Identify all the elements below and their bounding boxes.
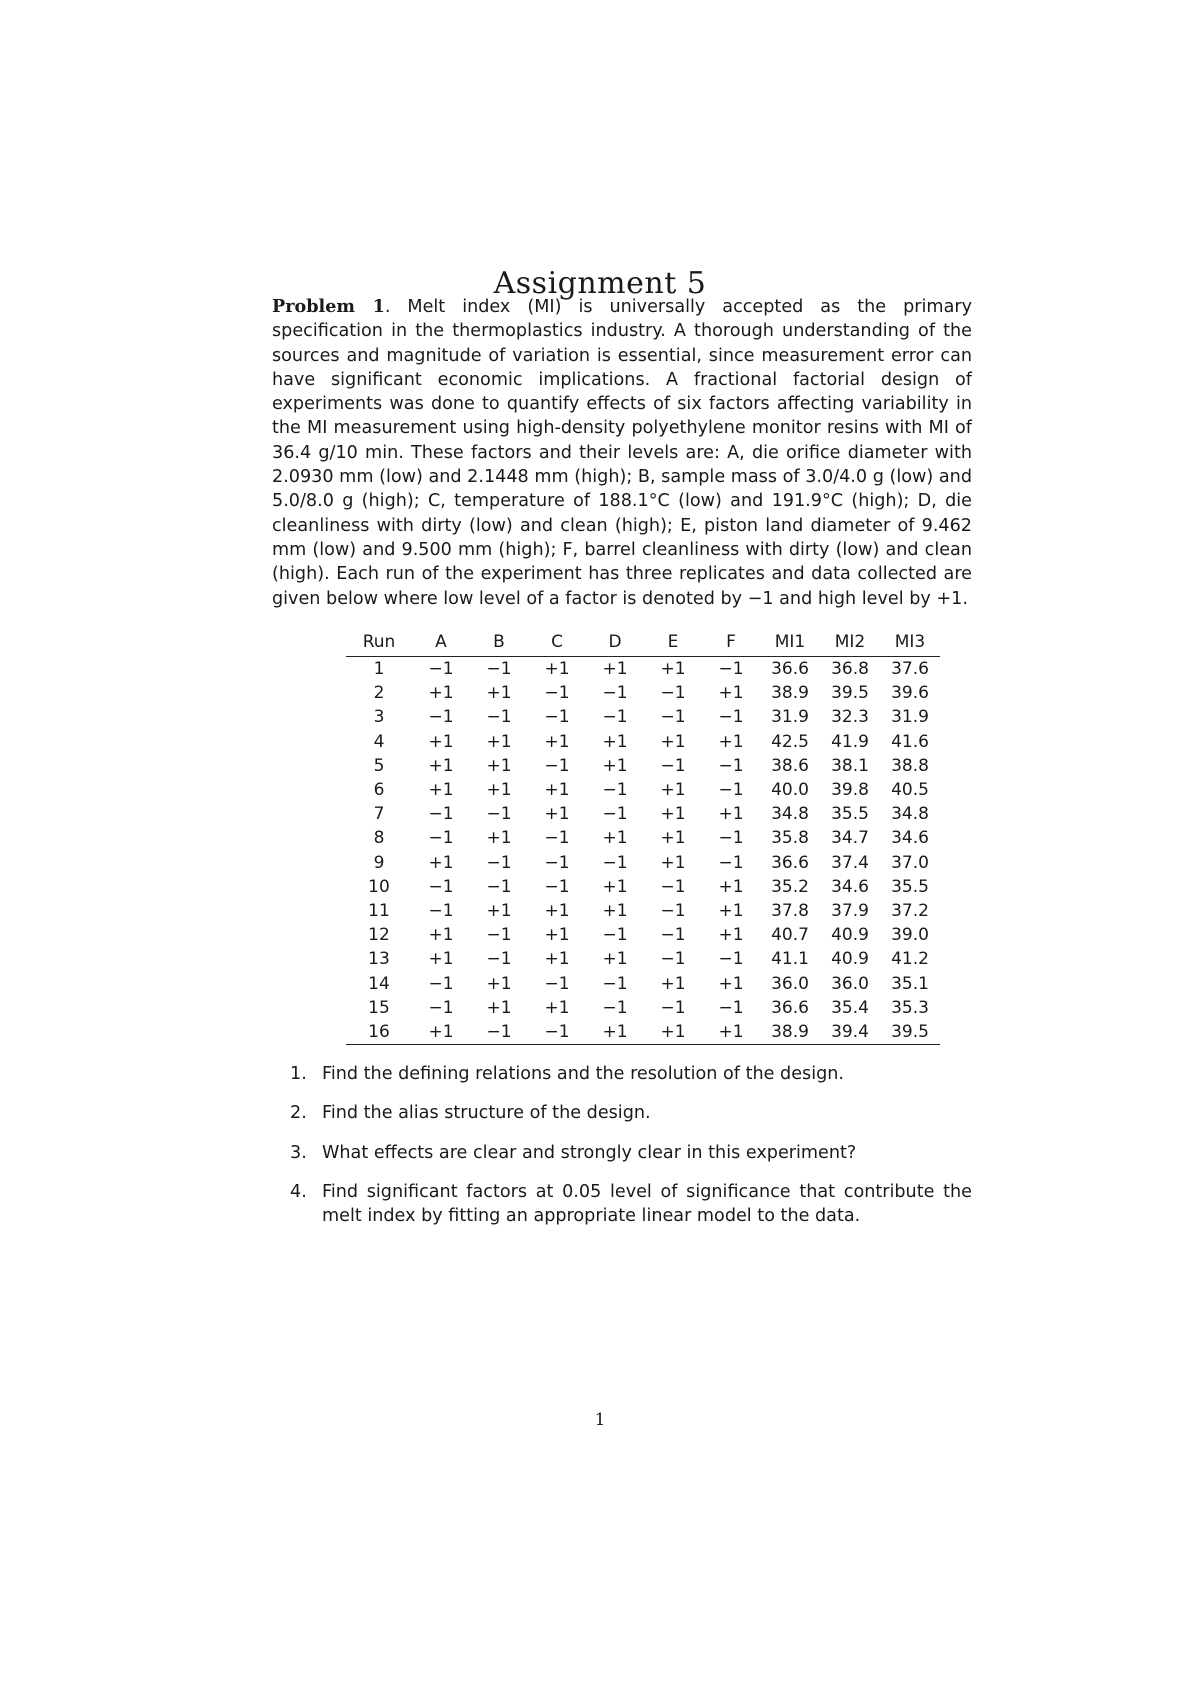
table-cell: −1 (544, 852, 570, 873)
table-cell: 38.6 (771, 755, 809, 776)
table-cell: +1 (718, 925, 744, 946)
table-cell: −1 (718, 997, 744, 1018)
table-cell: −1 (544, 973, 570, 994)
table-cell: +1 (602, 900, 628, 921)
table-cell: +1 (586, 1020, 644, 1045)
question-item (290, 1141, 972, 1165)
table-cell: +1 (718, 900, 744, 921)
table-row (346, 802, 940, 826)
table-cell: −1 (602, 683, 628, 704)
table-cell: 8 (373, 828, 385, 849)
table-cell: −1 (544, 876, 570, 897)
question-text: Find significant factors at 0.05 level of significance that contribute the melt index by fitting an appropriate linear model to the data. (322, 1181, 972, 1227)
table-cell: −1 (602, 804, 628, 825)
header-mi3: MI3 (880, 628, 940, 657)
table-cell: 42.5 (771, 731, 809, 752)
table-cell: +1 (428, 755, 454, 776)
question-text: Find the alias structure of the design. (322, 1103, 651, 1124)
table-cell: 35.5 (831, 804, 869, 825)
table-cell: 38.9 (771, 683, 809, 704)
header-f: F (702, 628, 760, 657)
table-cell: +1 (644, 1020, 702, 1045)
table-row (346, 826, 940, 850)
table-cell: 14 (368, 973, 390, 994)
table-cell: 34.8 (891, 804, 929, 825)
table-cell: 38.8 (891, 755, 929, 776)
table-cell: 6 (373, 780, 385, 801)
table-cell: −1 (660, 876, 686, 897)
table-cell: 37.0 (891, 852, 929, 873)
table-cell: +1 (602, 876, 628, 897)
question-number: 3. (290, 1142, 307, 1163)
table-cell: −1 (602, 707, 628, 728)
table-cell: +1 (702, 1020, 760, 1045)
table-cell: +1 (544, 900, 570, 921)
table-cell: +1 (486, 828, 512, 849)
table-cell: +1 (428, 852, 454, 873)
table-cell: −1 (428, 900, 454, 921)
table-cell: 35.2 (771, 876, 809, 897)
table-cell: +1 (544, 804, 570, 825)
question-item (290, 1101, 972, 1125)
table-cell: 9 (373, 852, 385, 873)
table-cell: 35.4 (831, 997, 869, 1018)
table-cell: 38.1 (831, 755, 869, 776)
table-cell: 34.6 (831, 876, 869, 897)
table-cell: −1 (718, 659, 744, 680)
table-cell: 39.5 (831, 683, 869, 704)
table-cell: −1 (486, 804, 512, 825)
table-cell: 39.8 (831, 780, 869, 801)
header-c: C (528, 628, 586, 657)
table-cell: 40.9 (831, 925, 869, 946)
table-cell: −1 (470, 1020, 528, 1045)
table-cell: +1 (544, 949, 570, 970)
table-cell: 31.9 (771, 707, 809, 728)
table-cell: −1 (602, 852, 628, 873)
table-cell: 37.4 (831, 852, 869, 873)
table-cell: −1 (428, 707, 454, 728)
table-cell: 36.0 (771, 973, 809, 994)
table-cell: −1 (486, 659, 512, 680)
table-cell: −1 (528, 1020, 586, 1045)
table-cell: +1 (602, 828, 628, 849)
table-row (346, 681, 940, 705)
problem-label: Problem 1 (272, 296, 385, 317)
table-cell: 41.1 (771, 949, 809, 970)
header-e: E (644, 628, 702, 657)
table-cell: 2 (373, 683, 385, 704)
table-cell: 41.9 (831, 731, 869, 752)
table-cell: −1 (602, 997, 628, 1018)
table-cell: +1 (428, 731, 454, 752)
table-cell: −1 (486, 852, 512, 873)
question-number: 2. (290, 1103, 307, 1124)
table-cell: +1 (718, 731, 744, 752)
table-cell: 37.2 (891, 900, 929, 921)
table-cell: 31.9 (891, 707, 929, 728)
table-cell: +1 (486, 997, 512, 1018)
table-row (346, 875, 940, 899)
table-row (346, 996, 940, 1020)
table-cell: 37.8 (771, 900, 809, 921)
table-cell: 16 (346, 1020, 412, 1045)
table-row (346, 657, 940, 682)
table-cell: 3 (373, 707, 385, 728)
table-cell: +1 (660, 852, 686, 873)
header-run: Run (346, 628, 412, 657)
table-cell: 15 (368, 997, 390, 1018)
question-item (290, 1062, 972, 1086)
table-cell: 41.6 (891, 731, 929, 752)
table-cell: −1 (544, 707, 570, 728)
table-cell: −1 (602, 780, 628, 801)
table-cell: 36.6 (771, 997, 809, 1018)
table-row (346, 947, 940, 971)
table-cell: 4 (373, 731, 385, 752)
table-cell: 36.6 (771, 852, 809, 873)
table-cell: −1 (486, 949, 512, 970)
table-cell: 40.5 (891, 780, 929, 801)
header-d: D (586, 628, 644, 657)
problem-text: . Melt index (MI) is universally accepted as the primary specification in the thermoplastics industry. A thorough understanding of the sources and magnitude of variation is essential, since measurement error can have significant economic implications. A fractional factorial design of experiments was done to quantify effects of six factors affecting variability in the MI measurement using high-density polyethylene monitor resins with MI of 36.4 g/10 min. These factors and their levels are: A, die orifice diameter with 2.0930 mm (low) and 2.1448 mm (high); B, sample mass of 3.0/4.0 g (low) and 5.0/8.0 g (high); C, temperature of 188.1°C (low) and 191.9°C (high); D, die cleanliness with dirty (low) and clean (high); E, piston land diameter of 9.462 mm (low) and 9.500 mm (high); F, barrel cleanliness with dirty (low) and clean (high). Each run of the experiment has three replicates and data collected are given below where low level of a factor is denoted by −1 and high level by +1. (272, 297, 972, 609)
table-cell: 36.0 (831, 973, 869, 994)
table-cell: −1 (718, 949, 744, 970)
table-cell: 39.5 (880, 1020, 940, 1045)
table-cell: +1 (486, 780, 512, 801)
table-cell: 13 (368, 949, 390, 970)
table-cell: −1 (428, 876, 454, 897)
page-number: 1 (594, 1410, 606, 1430)
table-row (346, 705, 940, 729)
table-cell: +1 (486, 973, 512, 994)
table-cell: +1 (544, 659, 570, 680)
table-cell: 36.8 (831, 659, 869, 680)
table-cell: 32.3 (831, 707, 869, 728)
table-cell: 40.9 (831, 949, 869, 970)
table-cell: −1 (660, 707, 686, 728)
table-cell: +1 (544, 997, 570, 1018)
header-mi2: MI2 (820, 628, 880, 657)
table-cell: 12 (368, 925, 390, 946)
table-cell: 36.6 (771, 659, 809, 680)
table-cell: +1 (718, 804, 744, 825)
table-cell: −1 (718, 852, 744, 873)
table-cell: +1 (486, 731, 512, 752)
table-cell: −1 (660, 900, 686, 921)
table-row (346, 923, 940, 947)
table-cell: +1 (660, 973, 686, 994)
table-cell: +1 (660, 780, 686, 801)
table-cell: −1 (718, 707, 744, 728)
table-row (346, 754, 940, 778)
table-cell: 41.2 (891, 949, 929, 970)
table-cell: 39.4 (820, 1020, 880, 1045)
table-cell: +1 (544, 925, 570, 946)
table-cell: 38.9 (760, 1020, 820, 1045)
table-cell: 35.5 (891, 876, 929, 897)
table-row (346, 899, 940, 923)
experiment-data-table (346, 628, 940, 1045)
table-cell: −1 (544, 683, 570, 704)
table-cell: −1 (486, 876, 512, 897)
table-cell: +1 (428, 683, 454, 704)
table-cell: +1 (660, 659, 686, 680)
table-header-row (346, 628, 940, 657)
table-row (346, 971, 940, 995)
table-cell: +1 (412, 1020, 470, 1045)
table-cell: 1 (373, 659, 385, 680)
table-cell: 5 (373, 755, 385, 776)
table-cell: 34.7 (831, 828, 869, 849)
question-text: Find the defining relations and the resolution of the design. (322, 1064, 844, 1084)
table-cell: +1 (428, 949, 454, 970)
table-cell: 40.7 (771, 925, 809, 946)
table-cell: 39.0 (891, 925, 929, 946)
table-cell: −1 (660, 755, 686, 776)
header-b: B (470, 628, 528, 657)
table-cell: −1 (602, 925, 628, 946)
table-cell: −1 (428, 804, 454, 825)
table-cell: 34.8 (771, 804, 809, 825)
table-cell: 11 (368, 900, 390, 921)
table-cell: −1 (602, 973, 628, 994)
table-cell: −1 (718, 828, 744, 849)
table-row (346, 851, 940, 875)
table-cell: +1 (660, 828, 686, 849)
table-cell: −1 (660, 683, 686, 704)
table-cell: 34.6 (891, 828, 929, 849)
table-cell: 37.9 (831, 900, 869, 921)
table-body (346, 657, 940, 1045)
table-cell: 37.6 (891, 659, 929, 680)
table-cell: −1 (486, 925, 512, 946)
table-cell: +1 (602, 731, 628, 752)
table-cell: −1 (428, 997, 454, 1018)
table-cell: +1 (718, 876, 744, 897)
question-text: What effects are clear and strongly clear in this experiment? (322, 1142, 857, 1163)
table-cell: 40.0 (771, 780, 809, 801)
table-cell: +1 (660, 804, 686, 825)
page-title: Assignment 5 (493, 266, 707, 302)
question-list (290, 1062, 972, 1243)
table-cell: +1 (718, 683, 744, 704)
table-row (346, 778, 940, 802)
header-mi1: MI1 (760, 628, 820, 657)
table-row (346, 730, 940, 754)
table-cell: +1 (544, 780, 570, 801)
question-number: 1. (290, 1064, 307, 1084)
table-row (346, 1020, 940, 1045)
table-cell: −1 (660, 925, 686, 946)
table-cell: 10 (368, 876, 390, 897)
table-cell: −1 (486, 707, 512, 728)
problem-statement (272, 295, 972, 611)
table-cell: +1 (602, 659, 628, 680)
table-cell: 7 (373, 804, 385, 825)
table-cell: 39.6 (891, 683, 929, 704)
question-item (290, 1180, 972, 1229)
table-cell: −1 (718, 780, 744, 801)
header-a: A (412, 628, 470, 657)
table-cell: −1 (660, 997, 686, 1018)
table-cell: +1 (602, 949, 628, 970)
table-cell: +1 (486, 755, 512, 776)
table-cell: −1 (544, 755, 570, 776)
table-cell: −1 (428, 659, 454, 680)
table-cell: +1 (660, 731, 686, 752)
table-cell: +1 (486, 900, 512, 921)
table-cell: +1 (428, 780, 454, 801)
table-cell: −1 (428, 973, 454, 994)
table-cell: +1 (486, 683, 512, 704)
table-cell: 35.1 (891, 973, 929, 994)
table-cell: 35.3 (891, 997, 929, 1018)
table-cell: +1 (602, 755, 628, 776)
table-cell: +1 (544, 731, 570, 752)
table-cell: −1 (660, 949, 686, 970)
table-cell: −1 (544, 828, 570, 849)
question-number: 4. (290, 1181, 307, 1202)
table-cell: −1 (428, 828, 454, 849)
table-cell: +1 (428, 925, 454, 946)
table-cell: +1 (718, 973, 744, 994)
table-cell: −1 (718, 755, 744, 776)
table-cell: 35.8 (771, 828, 809, 849)
